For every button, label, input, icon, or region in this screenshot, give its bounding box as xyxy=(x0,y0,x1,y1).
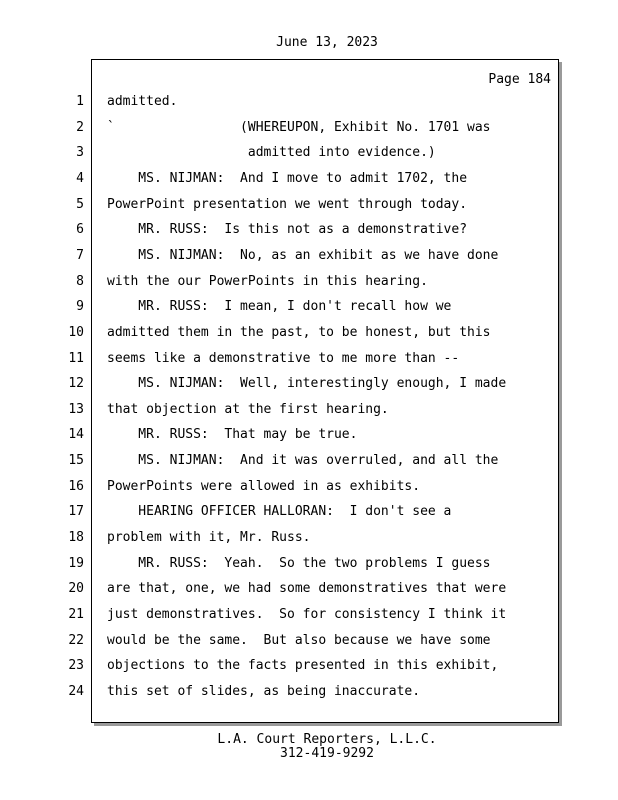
transcript-line-text: MR. RUSS: I mean, I don't recall how we xyxy=(107,299,452,314)
transcript-line-text: seems like a demonstrative to me more than -- xyxy=(107,351,460,366)
transcript-line-text: MS. NIJMAN: No, as an exhibit as we have done xyxy=(107,248,499,263)
transcript-line-text: problem with it, Mr. Russ. xyxy=(107,530,311,545)
transcript-line-text: admitted them in the past, to be honest, but this xyxy=(107,325,491,340)
line-number: 8 xyxy=(76,274,84,289)
transcript-line-text: ` (WHEREUPON, Exhibit No. 1701 was xyxy=(107,120,491,135)
line-number: 20 xyxy=(68,581,84,596)
line-number: 18 xyxy=(68,530,84,545)
transcript-line-text: MS. NIJMAN: And it was overruled, and all the xyxy=(107,453,499,468)
line-number: 23 xyxy=(68,658,84,673)
transcript-line-text: MR. RUSS: Yeah. So the two problems I guess xyxy=(107,556,491,571)
transcript-line-text: would be the same. But also because we have some xyxy=(107,633,491,648)
line-number: 2 xyxy=(76,120,84,135)
transcript-line-text: admitted. xyxy=(107,94,178,109)
transcript-line-text: MS. NIJMAN: Well, interestingly enough, I made xyxy=(107,376,507,391)
court-reporter-name: L.A. Court Reporters, L.L.C. xyxy=(217,732,437,747)
line-number: 4 xyxy=(76,171,84,186)
line-number: 13 xyxy=(68,402,84,417)
line-number: 15 xyxy=(68,453,84,468)
line-number: 10 xyxy=(68,325,84,340)
transcript-line-text: this set of slides, as being inaccurate. xyxy=(107,684,421,699)
transcript-line-text: MS. NIJMAN: And I move to admit 1702, the xyxy=(107,171,468,186)
transcript-line-text: HEARING OFFICER HALLORAN: I don't see a xyxy=(107,504,452,519)
transcript-line-text: just demonstratives. So for consistency I think it xyxy=(107,607,507,622)
transcript-line-text: that objection at the first hearing. xyxy=(107,402,389,417)
court-reporter-phone: 312-419-9292 xyxy=(280,746,374,761)
transcript-line-text: PowerPoint presentation we went through today. xyxy=(107,197,468,212)
line-number: 21 xyxy=(68,607,84,622)
line-number: 16 xyxy=(68,479,84,494)
line-number: 14 xyxy=(68,427,84,442)
transcript-line-text: objections to the facts presented in this exhibit, xyxy=(107,658,499,673)
transcript-line-text: are that, one, we had some demonstratives that were xyxy=(107,581,507,596)
line-number: 22 xyxy=(68,633,84,648)
line-number: 12 xyxy=(68,376,84,391)
line-number: 1 xyxy=(76,94,84,109)
transcript-date: June 13, 2023 xyxy=(276,35,378,50)
page-number: Page 184 xyxy=(488,72,551,87)
transcript-line-text: MR. RUSS: That may be true. xyxy=(107,427,358,442)
line-number: 19 xyxy=(68,556,84,571)
transcript-line-text: PowerPoints were allowed in as exhibits. xyxy=(107,479,421,494)
line-number: 17 xyxy=(68,504,84,519)
line-number: 6 xyxy=(76,222,84,237)
line-number: 11 xyxy=(68,351,84,366)
line-number: 7 xyxy=(76,248,84,263)
transcript-line-text: admitted into evidence.) xyxy=(107,145,436,160)
transcript-line-text: MR. RUSS: Is this not as a demonstrative? xyxy=(107,222,468,237)
transcript-line-text: with the our PowerPoints in this hearing. xyxy=(107,274,428,289)
line-number: 5 xyxy=(76,197,84,212)
line-number: 3 xyxy=(76,145,84,160)
line-number: 9 xyxy=(76,299,84,314)
line-number: 24 xyxy=(68,684,84,699)
